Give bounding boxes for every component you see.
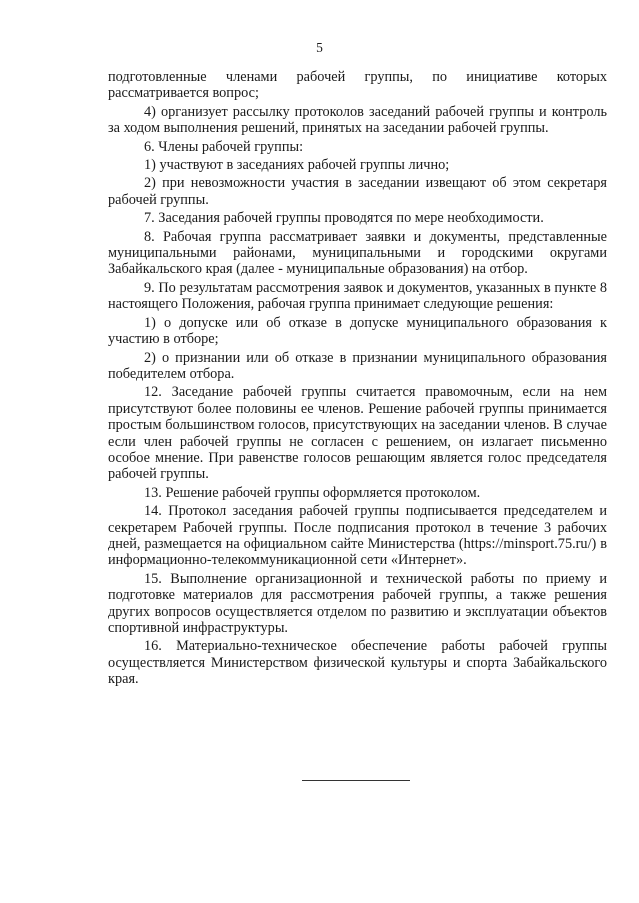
page-number: 5 bbox=[316, 40, 323, 55]
paragraph-item-2: 2) при невозможности участия в заседании извещают об этом секретаря рабочей группы. bbox=[108, 175, 607, 208]
paragraph-decision-1: 1) о допуске или об отказе в допуске муниципального образования к участию в отборе; bbox=[108, 314, 607, 348]
paragraph-section-16: 16. Материально-техническое обеспечение работы рабочей группы осуществляется Министерством физической культуры и спорта Забайкальского края. bbox=[108, 638, 607, 688]
paragraph-section-7: 7. Заседания рабочей группы проводятся по мере необходимости. bbox=[144, 210, 544, 227]
paragraph-continuation: подготовленные членами рабочей группы, по инициативе которых рассматривается вопрос; bbox=[108, 69, 607, 102]
paragraph-item-1: 1) участвуют в заседаниях рабочей группы лично; bbox=[144, 157, 450, 174]
paragraph-section-6: 6. Члены рабочей группы: bbox=[144, 138, 304, 155]
paragraph-section-15: 15. Выполнение организационной и технической работы по приему и подготовке материалов для рассмотрения рабочей группы, а также решения других вопросов осуществляется отделом по развитию и эксплуатации объектов спортивной инфраструктуры. bbox=[108, 570, 607, 636]
paragraph-decision-2: 2) о признании или об отказе в признании муниципального образования победителем отбора. bbox=[108, 349, 607, 382]
end-divider-line bbox=[302, 780, 410, 781]
paragraph-section-12: 12. Заседание рабочей группы считается правомочным, если на нем присутствуют более половины ее членов. Решение рабочей группы принимается простым большинством голосов, присутствующих на заседании членов. В случае если член рабочей группы не согласен с решением, он излагает письменно особое мнение. При равенстве голосов решающим является голос председателя рабочей группы. bbox=[108, 384, 607, 483]
paragraph-section-8: 8. Рабочая группа рассматривает заявки и документы, представленные муниципальными районами, муниципальными и городскими округами Забайкальского края (далее - муниципальные образования) на отбор. bbox=[108, 228, 607, 278]
paragraph-section-9: 9. По результатам рассмотрения заявок и документов, указанных в пункте 8 настоящего Положения, рабочая группа принимает следующие решения: bbox=[108, 279, 607, 313]
document-body bbox=[108, 69, 607, 690]
paragraph-section-13: 13. Решение рабочей группы оформляется протоколом. bbox=[144, 484, 481, 501]
paragraph-item-4: 4) организует рассылку протоколов заседаний рабочей группы и контроль за ходом выполнения решений, принятых на заседании рабочей группы. bbox=[108, 103, 607, 137]
paragraph-section-14: 14. Протокол заседания рабочей группы подписывается председателем и секретарем Рабочей группы. После подписания протокол в течение 3 рабочих дней, размещается на официальном сайте Министерства (https://minsport.75.ru/) в информационно-телекоммуникационной сети «Интернет». bbox=[108, 503, 607, 569]
